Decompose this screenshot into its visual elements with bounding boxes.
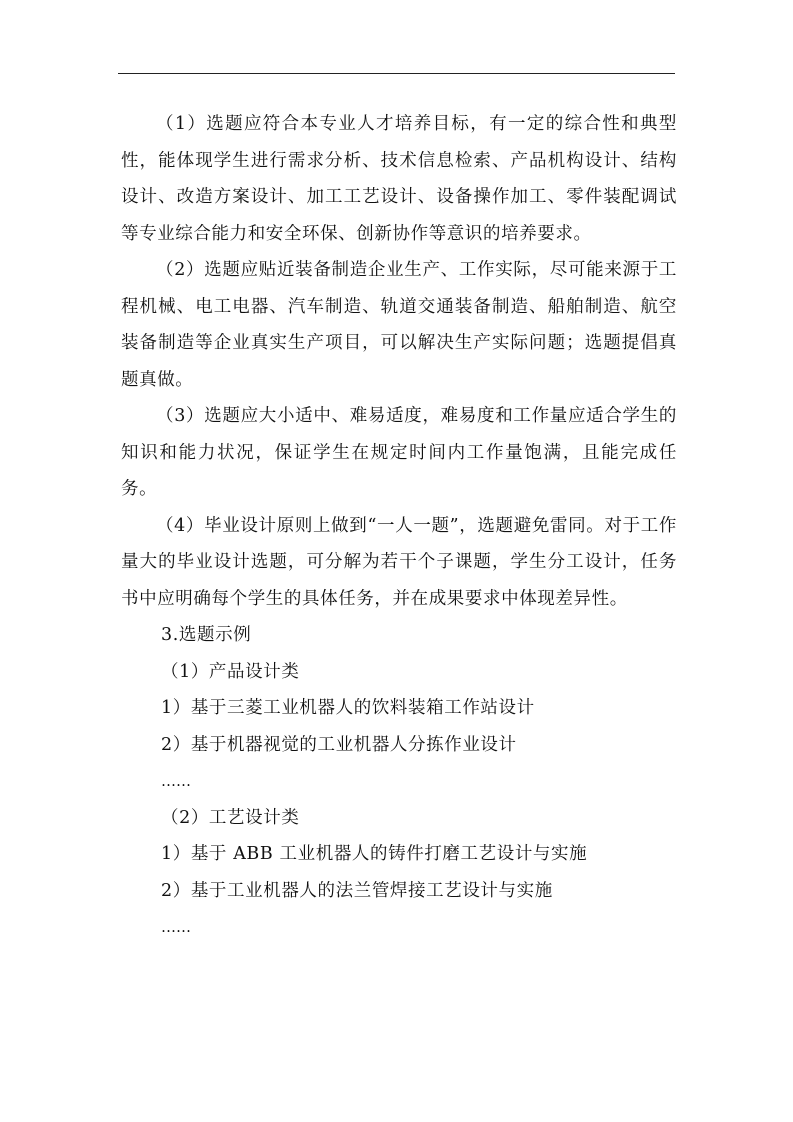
process-design-title: （2）工艺设计类 <box>161 807 300 828</box>
section-heading: 3.选题示例 <box>161 625 252 645</box>
paragraph-1: （1）选题应符合本专业人才培养目标，有一定的综合性和典型性，能体现学生进行需求分析、技术信息检索、产品机构设计、结构设计、改造方案设计、加工工艺设计、设备操作加工、零件装配调试等专业综合能力和安全环保、创新协作等意识的培养要求。 <box>121 114 677 244</box>
document-body <box>121 106 677 946</box>
product-example-2: 2）基于机器视觉的工业机器人分拣作业设计 <box>161 734 517 755</box>
paragraph-2: （2）选题应贴近装备制造企业生产、工作实际，尽可能来源于工程机械、电工电器、汽车制造、轨道交通装备制造、船舶制造、航空装备制造等企业真实生产项目，可以解决生产实际问题；选题提倡真题真做。 <box>121 260 677 390</box>
process-ellipsis: …… <box>161 918 191 936</box>
process-example-1: 1）基于 ABB 工业机器人的铸件打磨工艺设计与实施 <box>161 844 588 864</box>
product-design-title: （1）产品设计类 <box>161 661 300 682</box>
header-rule <box>118 73 675 74</box>
product-ellipsis: …… <box>161 772 191 790</box>
paragraph-4: （4）毕业设计原则上做到“一人一题”，选题避免雷同。对于工作量大的毕业设计选题，可分解为若干个子课题，学生分工设计，任务书中应明确每个学生的具体任务，并在成果要求中体现差异性。 <box>121 515 677 609</box>
process-example-2: 2）基于工业机器人的法兰管焊接工艺设计与实施 <box>161 880 553 901</box>
product-example-1: 1）基于三菱工业机器人的饮料装箱工作站设计 <box>161 698 535 718</box>
paragraph-3: （3）选题应大小适中、难易适度，难易度和工作量应适合学生的知识和能力状况，保证学生在规定时间内工作量饱满，且能完成任务。 <box>121 406 677 499</box>
